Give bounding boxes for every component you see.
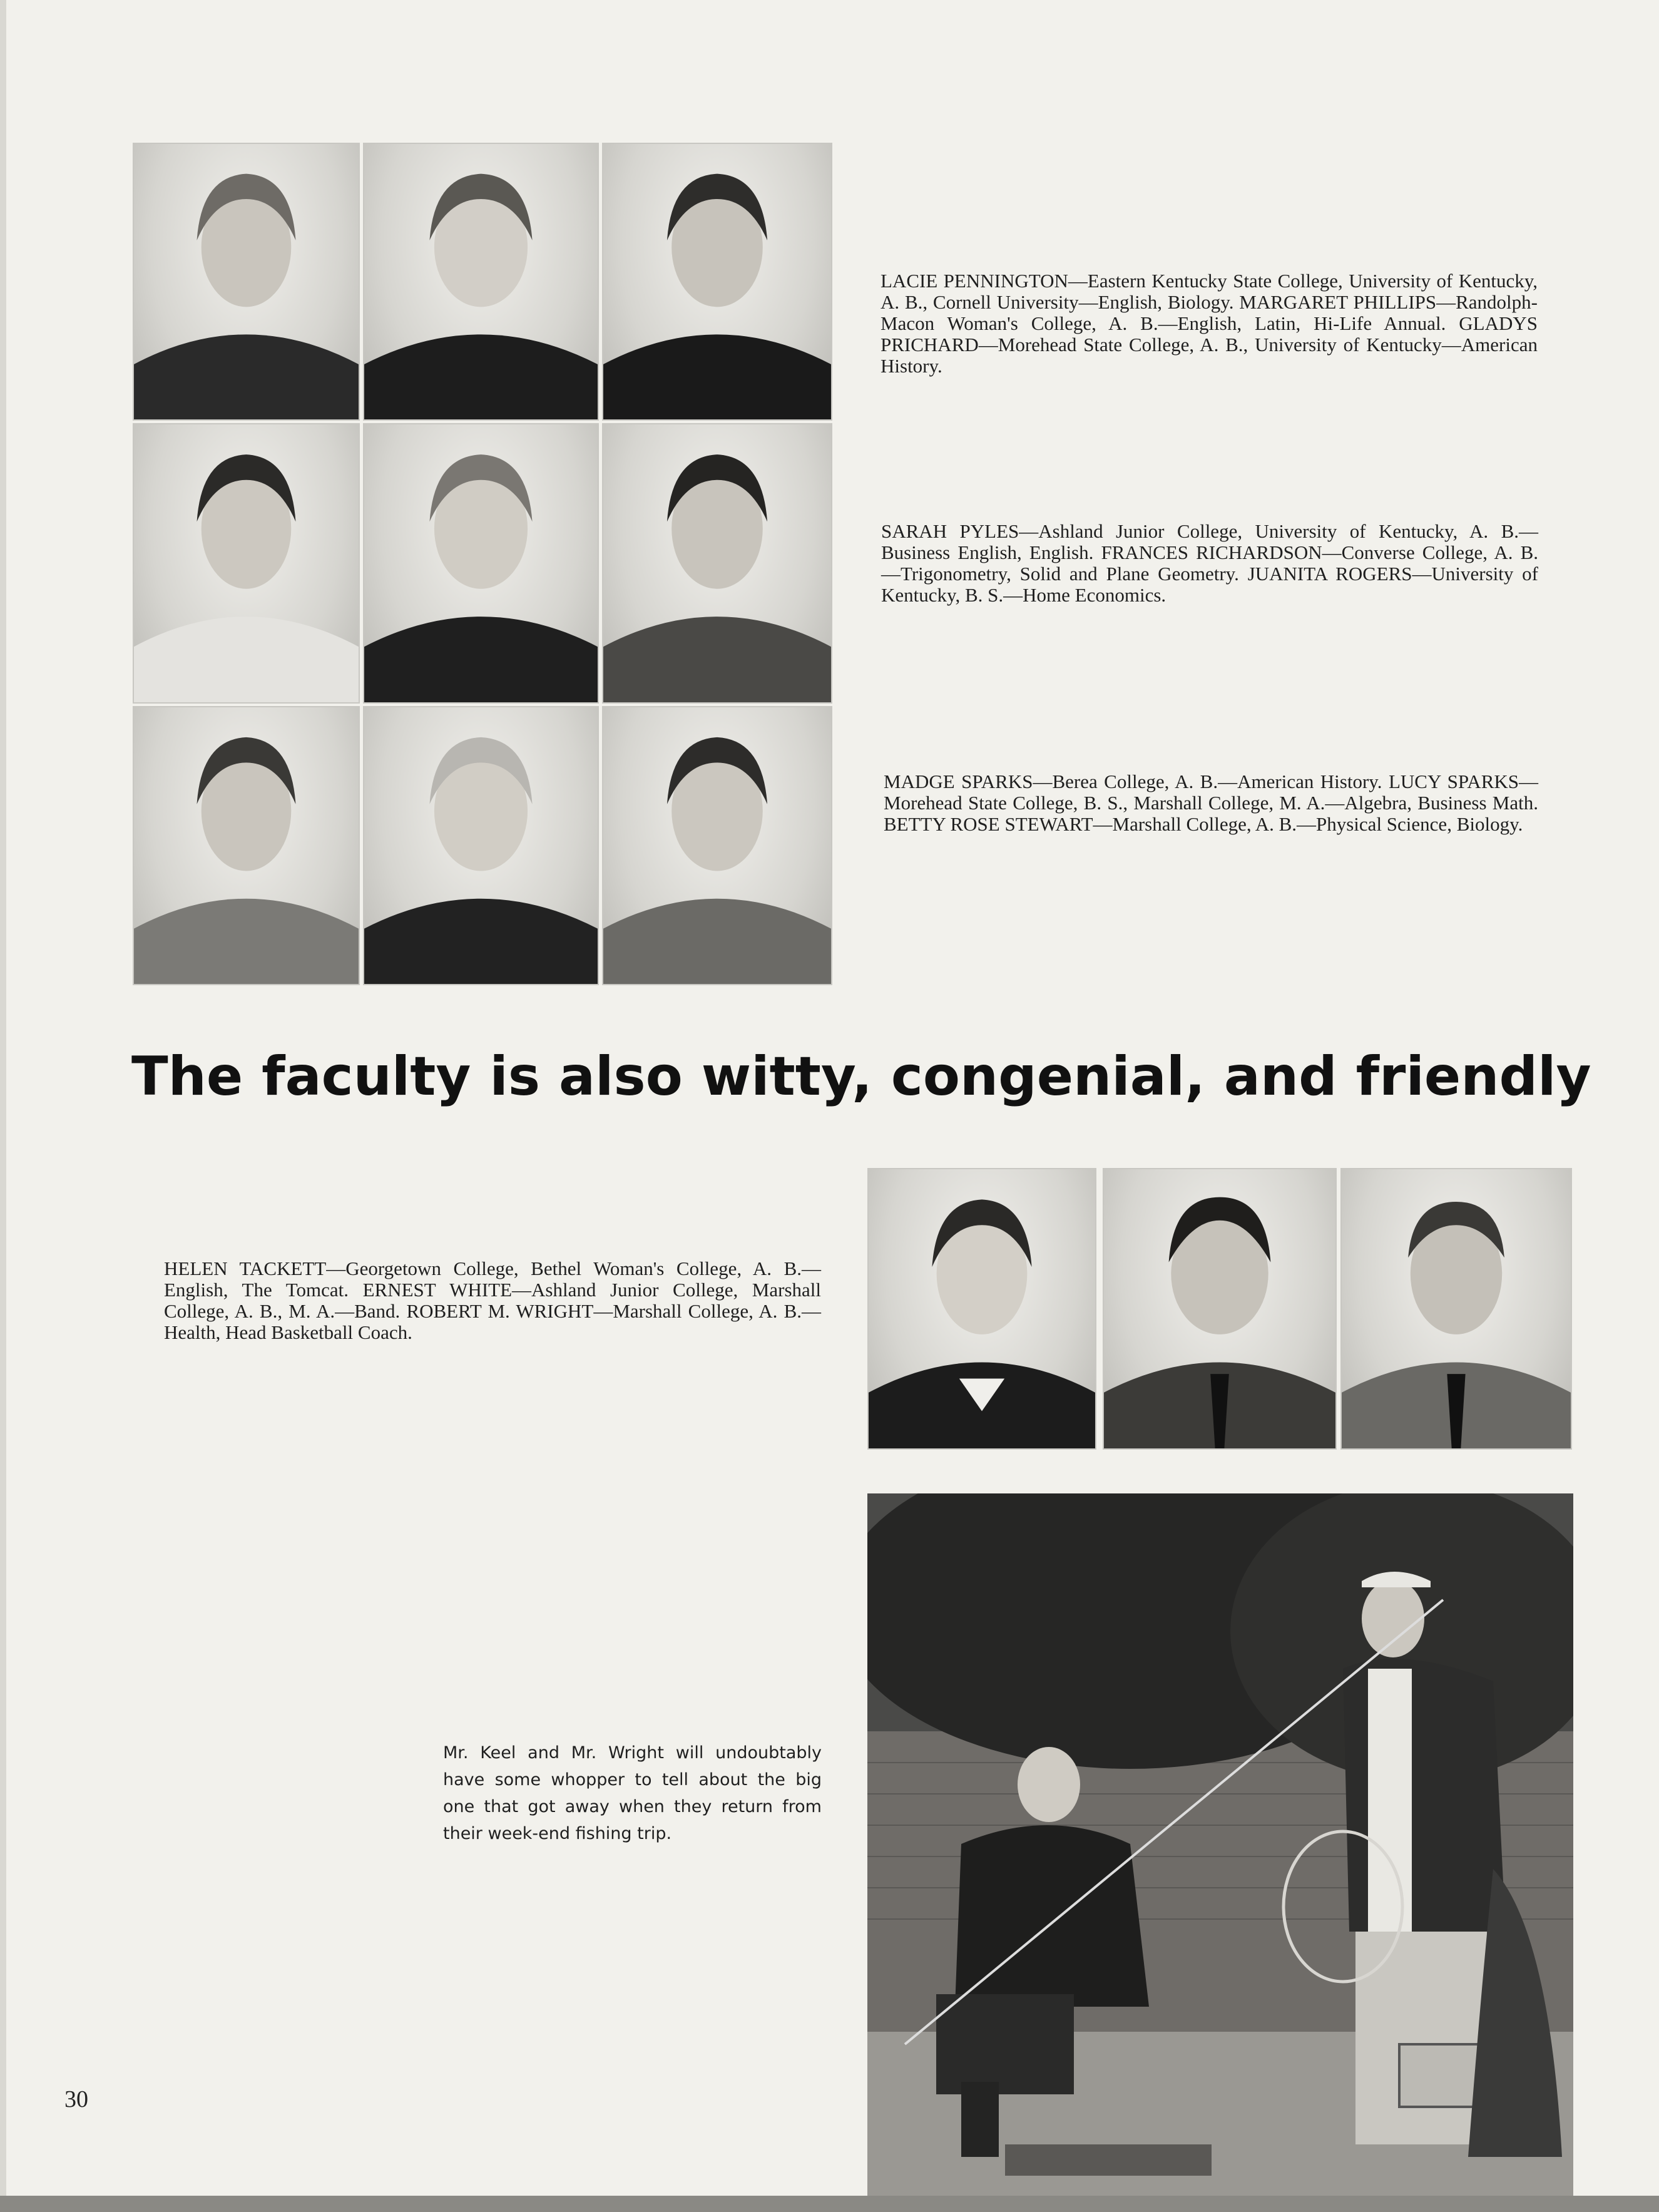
portrait-photo	[1103, 1168, 1337, 1450]
portrait-photo	[133, 706, 360, 985]
faculty-caption-group3: MADGE SPARKS—Berea College, A. B.—American History. LUCY SPARKS—Morehead State College, B. S., Marshall College, M. A.—Algebra, Business Math. BETTY ROSE STEWART—Marshall College, A. B.—Physical Science, Biology.	[884, 771, 1538, 835]
faculty-caption-group4: HELEN TACKETT—Georgetown College, Bethel Woman's College, A. B.—English, The Tomcat. ERNEST WHITE—Ashland Junior College, Marshall College, A. B., M. A.—Band. ROBERT M. WRIGHT—Marshall College, A. B.—Health, Head Basketball Coach.	[164, 1257, 821, 1343]
portrait-photo	[133, 423, 360, 704]
portrait-photo	[133, 143, 360, 421]
portrait-photo	[363, 423, 599, 704]
portrait-photo	[867, 1168, 1096, 1450]
page-edge	[0, 0, 6, 2212]
portrait-photo	[363, 706, 599, 985]
fishing-trip-photo	[867, 1493, 1573, 2196]
faculty-caption-group1: LACIE PENNINGTON—Eastern Kentucky State College, University of Kentucky, A. B., Cornell University—English, Biology. MARGARET PHILLIPS—Randolph-Macon Woman's College, A. B.—English, Latin, Hi-Life Annual. GLADYS PRICHARD—Morehead State College, A. B., University of Kentucky—American History.	[881, 270, 1538, 377]
portrait-photo	[1340, 1168, 1572, 1450]
page-number: 30	[64, 2086, 88, 2112]
faculty-caption-group2: SARAH PYLES—Ashland Junior College, University of Kentucky, A. B.—Business English, English. FRANCES RICHARDSON—Converse College, A. B.—Trigonometry, Solid and Plane Geometry. JUANITA ROGERS—University of Kentucky, B. S.—Home Economics.	[881, 520, 1538, 606]
portrait-photo	[602, 143, 832, 421]
page-headline: The faculty is also witty, congenial, and friendly	[131, 1045, 1591, 1108]
fishing-photo-caption: Mr. Keel and Mr. Wright will undoubtably have some whopper to tell about the big one that got away when they return from their week-end fishing trip.	[443, 1743, 822, 1843]
page-bottom-edge	[0, 2196, 1659, 2212]
portrait-photo	[602, 423, 832, 704]
portrait-photo	[602, 706, 832, 985]
portrait-photo	[363, 143, 599, 421]
